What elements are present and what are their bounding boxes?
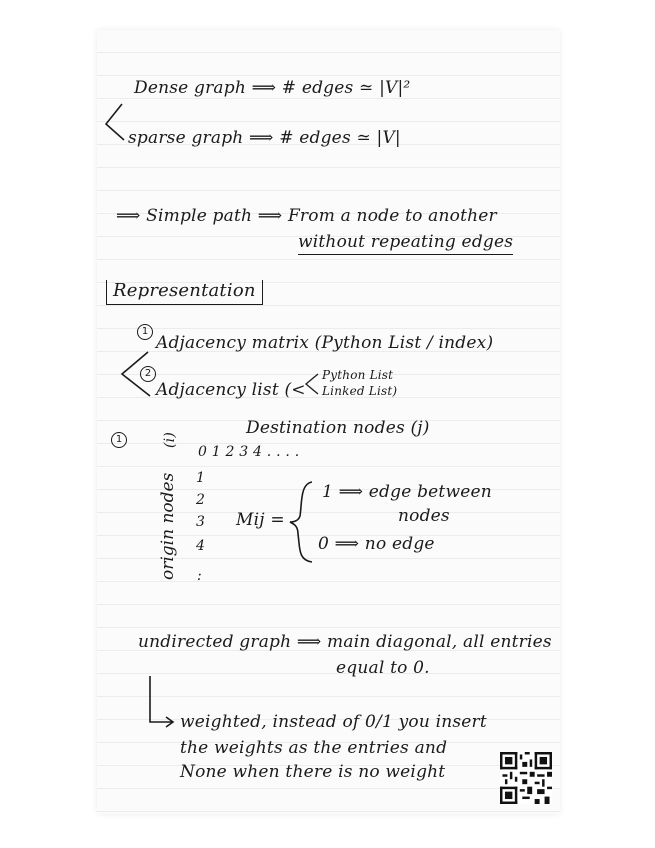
adjacency-list-note: Adjacency list (<	[156, 380, 306, 400]
sparse-graph-note: sparse graph ⟹ # edges ≃ |V|	[128, 128, 401, 148]
adjacency-matrix-note: Adjacency matrix (Python List / index)	[156, 333, 494, 353]
row-index-3: 3	[196, 514, 206, 530]
simple-path-note: ⟹ Simple path ⟹ From a node to another	[116, 206, 497, 226]
mij-brace	[290, 482, 312, 562]
weighted-note-3: None when there is no weight	[180, 762, 446, 782]
column-indices: 0 1 2 3 4 . . . .	[198, 444, 300, 460]
bracket-python-linked	[306, 374, 318, 394]
case-one-nodes: nodes	[398, 506, 450, 526]
mij-label: Mij =	[236, 510, 285, 530]
circle-number-1: 1	[137, 324, 153, 340]
undirected-note-2: equal to 0.	[336, 658, 430, 678]
dense-graph-note: Dense graph ⟹ # edges ≃ |V|²	[134, 78, 411, 98]
destination-nodes-label: Destination nodes (j)	[246, 418, 430, 438]
circle-number-2: 2	[140, 366, 156, 382]
case-zero: 0 ⟹ no edge	[318, 534, 435, 554]
qr-code-icon	[500, 752, 552, 804]
case-one: 1 ⟹ edge between	[322, 482, 492, 502]
representation-heading: Representation	[106, 280, 263, 305]
adjacency-list-python: Python List	[322, 368, 394, 382]
i-label: (i)	[162, 431, 179, 449]
row-index-4: 4	[196, 538, 206, 554]
simple-path-note-2: without repeating edges	[298, 232, 513, 255]
weighted-note-2: the weights as the entries and	[180, 738, 448, 758]
weighted-note-1: weighted, instead of 0/1 you insert	[180, 712, 487, 732]
row-index-2: 2	[196, 492, 206, 508]
row-index-1: 1	[196, 470, 206, 486]
origin-nodes-label: origin nodes	[158, 472, 178, 580]
row-index-dots: :	[197, 568, 202, 584]
bracket-dense-sparse	[106, 104, 124, 140]
weighted-arrow	[150, 676, 172, 722]
undirected-note: undirected graph ⟹ main diagonal, all entries	[138, 632, 552, 652]
adjacency-list-linked: Linked List)	[322, 384, 398, 398]
circle-number-1b: 1	[111, 432, 127, 448]
